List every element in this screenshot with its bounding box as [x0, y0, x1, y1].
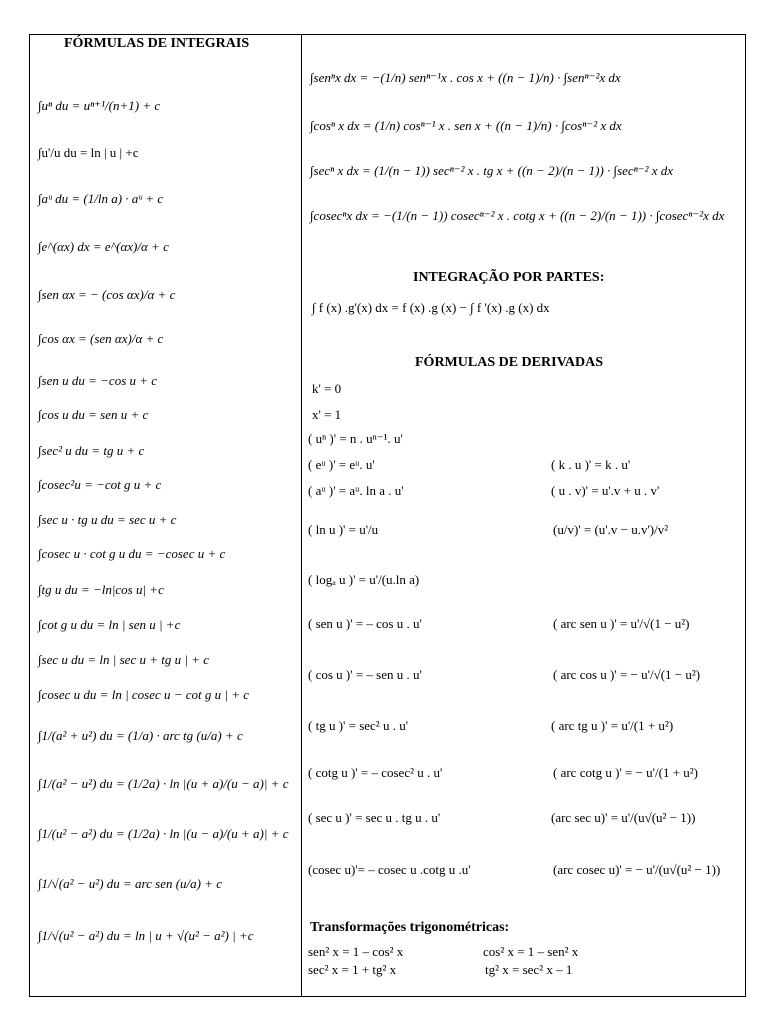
derivative-formula: (arc cosec u)' = − u'/(u√(u² − 1)) [553, 862, 721, 877]
integral-formula: ∫cos u du = sen u + c [38, 407, 149, 422]
derivative-formula: (u/v)' = (u'.v − u.v')/v² [553, 522, 669, 537]
integral-formula: ∫sec u · tg u du = sec u + c [38, 512, 177, 527]
integral-formula: ∫tg u du = −ln|cos u| +c [38, 582, 164, 597]
integral-formula: ∫1/√(u² − a²) du = ln | u + √(u² − a²) | +c [38, 928, 254, 943]
integral-formula: ∫cot g u du = ln | sen u | +c [38, 617, 181, 632]
derivative-formula: ( arc cotg u )' = − u'/(1 + u²) [553, 765, 699, 780]
integral-formula: ∫1/(a² + u²) du = (1/a) · arc tg (u/a) + c [38, 728, 243, 743]
integral-formula: ∫aᵘ du = (1/ln a) · aᵘ + c [38, 191, 164, 206]
reduction-formula: ∫senⁿx dx = −(1/n) senⁿ⁻¹x . cos x + ((n − 1)/n) · ∫senⁿ⁻²x dx [310, 70, 621, 85]
integrals-title: FÓRMULAS DE INTEGRAIS [64, 36, 250, 51]
integral-formula: ∫1/(u² − a²) du = (1/2a) · ln |(u − a)/(u + a)| + c [38, 826, 289, 841]
trig-identity: sec² x = 1 + tg² x [308, 962, 397, 977]
derivative-formula: x' = 1 [312, 407, 342, 422]
derivative-formula: ( ln u )' = u'/u [308, 522, 379, 537]
derivative-formula: k' = 0 [312, 381, 342, 396]
derivative-formula: ( eᵘ )' = eᵘ. u' [308, 457, 375, 472]
integral-formula: ∫u'/u du = ln | u | +c [38, 145, 139, 160]
derivative-formula: ( k . u )' = k . u' [551, 457, 631, 472]
integral-formula: ∫sec u du = ln | sec u + tg u | + c [38, 652, 209, 667]
derivative-formula: ( logₐ u )' = u'/(u.ln a) [308, 572, 420, 587]
integral-formula: ∫1/√(a² − u²) du = arc sen (u/a) + c [38, 876, 223, 891]
reduction-formula: ∫secⁿ x dx = (1/(n − 1)) secⁿ⁻² x . tg x + ((n − 2)/(n − 1)) · ∫secⁿ⁻² x dx [310, 163, 674, 178]
integral-formula: ∫sen αx = − (cos αx)/α + c [38, 287, 176, 302]
derivative-formula: ( cos u )' = – sen u . u' [308, 667, 422, 682]
derivative-formula: ( arc cos u )' = − u'/√(1 − u²) [553, 667, 701, 682]
derivative-formula: ( cotg u )' = – cosec² u . u' [308, 765, 443, 780]
trig-identity: tg² x = sec² x – 1 [485, 962, 573, 977]
derivative-formula: ( arc sen u )' = u'/√(1 − u²) [553, 616, 690, 631]
integral-formula: ∫e^(αx) dx = e^(αx)/α + c [38, 239, 169, 254]
derivative-formula: (cosec u)'= – cosec u .cotg u .u' [308, 862, 471, 877]
integral-formula: ∫1/(a² − u²) du = (1/2a) · ln |(u + a)/(u − a)| + c [38, 776, 289, 791]
derivative-formula: ( u . v)' = u'.v + u . v' [551, 483, 660, 498]
trig-title: Transformações trigonométricas: [310, 920, 510, 935]
integral-formula: ∫uⁿ du = uⁿ⁺¹/(n+1) + c [38, 98, 161, 113]
parts-formula: ∫ f (x) .g'(x) dx = f (x) .g (x) − ∫ f '(x) .g (x) dx [312, 300, 550, 315]
derivative-formula: ( sec u )' = sec u . tg u . u' [308, 810, 441, 825]
derivative-formula: ( sen u )' = – cos u . u' [308, 616, 422, 631]
reduction-formula: ∫cosⁿ x dx = (1/n) cosⁿ⁻¹ x . sen x + ((n − 1)/n) · ∫cosⁿ⁻² x dx [310, 118, 622, 133]
integral-formula: ∫sec² u du = tg u + c [38, 443, 145, 458]
parts-title: INTEGRAÇÃO POR PARTES: [413, 270, 605, 285]
integral-formula: ∫cosec u · cot g u du = −cosec u + c [38, 546, 226, 561]
integral-formula: ∫sen u du = −cos u + c [38, 373, 158, 388]
integral-formula: ∫cosec²u = −cot g u + c [38, 477, 162, 492]
derivative-formula: ( aᵘ )' = aᵘ. ln a . u' [308, 483, 404, 498]
integral-formula: ∫cos αx = (sen αx)/α + c [38, 331, 164, 346]
derivatives-title: FÓRMULAS DE DERIVADAS [415, 355, 603, 370]
derivative-formula: ( uⁿ )' = n . uⁿ⁻¹. u' [308, 431, 403, 446]
integral-formula: ∫cosec u du = ln | cosec u − cot g u | + c [38, 687, 250, 702]
derivative-formula: (arc sec u)' = u'/(u√(u² − 1)) [551, 810, 696, 825]
column-divider [301, 34, 302, 997]
reduction-formula: ∫cosecⁿx dx = −(1/(n − 1)) cosecⁿ⁻² x . cotg x + ((n − 2)/(n − 1)) · ∫cosecⁿ⁻²x dx [310, 208, 725, 223]
trig-identity: sen² x = 1 – cos² x [308, 944, 404, 959]
derivative-formula: ( tg u )' = sec² u . u' [308, 718, 409, 733]
trig-identity: cos² x = 1 – sen² x [483, 944, 579, 959]
derivative-formula: ( arc tg u )' = u'/(1 + u²) [551, 718, 674, 733]
